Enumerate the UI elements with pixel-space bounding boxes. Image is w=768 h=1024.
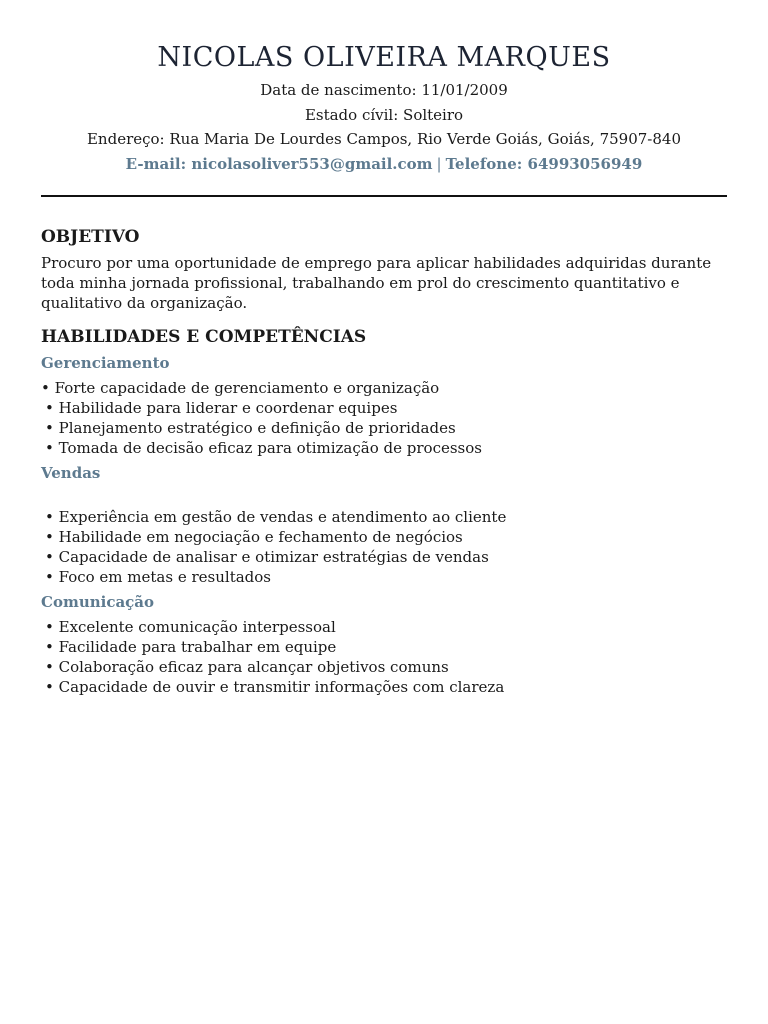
list-item: • Colaboração eficaz para alcançar objetivos comuns bbox=[45, 658, 449, 676]
resume-header bbox=[0, 40, 768, 176]
contact-line bbox=[0, 152, 768, 177]
candidate-name: NICOLAS OLIVEIRA MARQUES bbox=[157, 42, 611, 73]
birth-date: Data de nascimento: 11/01/2009 bbox=[260, 81, 508, 99]
skill-group-title-comunicacao: Comunicação bbox=[41, 593, 155, 611]
resume-body bbox=[41, 226, 731, 697]
list-item: • Capacidade de ouvir e transmitir informações com clareza bbox=[45, 678, 505, 696]
list-item: • Excelente comunicação interpessoal bbox=[45, 618, 336, 636]
list-item: • Experiência em gestão de vendas e atendimento ao cliente bbox=[45, 508, 507, 526]
list-item: • Forte capacidade de gerenciamento e organização bbox=[41, 379, 440, 397]
objective-text: Procuro por uma oportunidade de emprego para aplicar habilidades adquiridas durante toda minha jornada profissional, trabalhando em prol do crescimento quantitativo e qualitativo da organização. bbox=[41, 254, 712, 312]
objective-title: OBJETIVO bbox=[41, 227, 140, 247]
skill-group-title-vendas: Vendas bbox=[41, 464, 101, 482]
civil-status: Estado cívil: Solteiro bbox=[304, 105, 464, 124]
address: Endereço: Rua Maria De Lourdes Campos, Rio Verde Goiás, Goiás, 75907-840 bbox=[86, 130, 682, 148]
spacer bbox=[41, 483, 731, 507]
list-item: • Tomada de decisão eficaz para otimização de processos bbox=[45, 439, 482, 457]
skill-list-vendas bbox=[41, 507, 731, 587]
list-item: • Planejamento estratégico e definição de prioridades bbox=[45, 419, 456, 437]
list-item: • Capacidade de analisar e otimizar estratégias de vendas bbox=[45, 548, 489, 566]
phone[interactable]: Telefone: 64993056949 bbox=[445, 154, 643, 173]
list-item: • Foco em metas e resultados bbox=[45, 568, 271, 586]
header-divider bbox=[41, 195, 727, 197]
email[interactable]: E-mail: nicolasoliver553@gmail.com bbox=[125, 154, 433, 173]
skills-title: HABILIDADES E COMPETÊNCIAS bbox=[41, 327, 367, 347]
skill-list-comunicacao bbox=[41, 617, 731, 697]
list-item: • Facilidade para trabalhar em equipe bbox=[45, 638, 337, 656]
skill-group-title-gerenciamento: Gerenciamento bbox=[41, 354, 170, 372]
skill-list-gerenciamento bbox=[41, 378, 731, 458]
list-item: • Habilidade para liderar e coordenar equipes bbox=[45, 399, 398, 417]
contact-separator: | bbox=[436, 154, 442, 173]
list-item: • Habilidade em negociação e fechamento de negócios bbox=[45, 528, 463, 546]
